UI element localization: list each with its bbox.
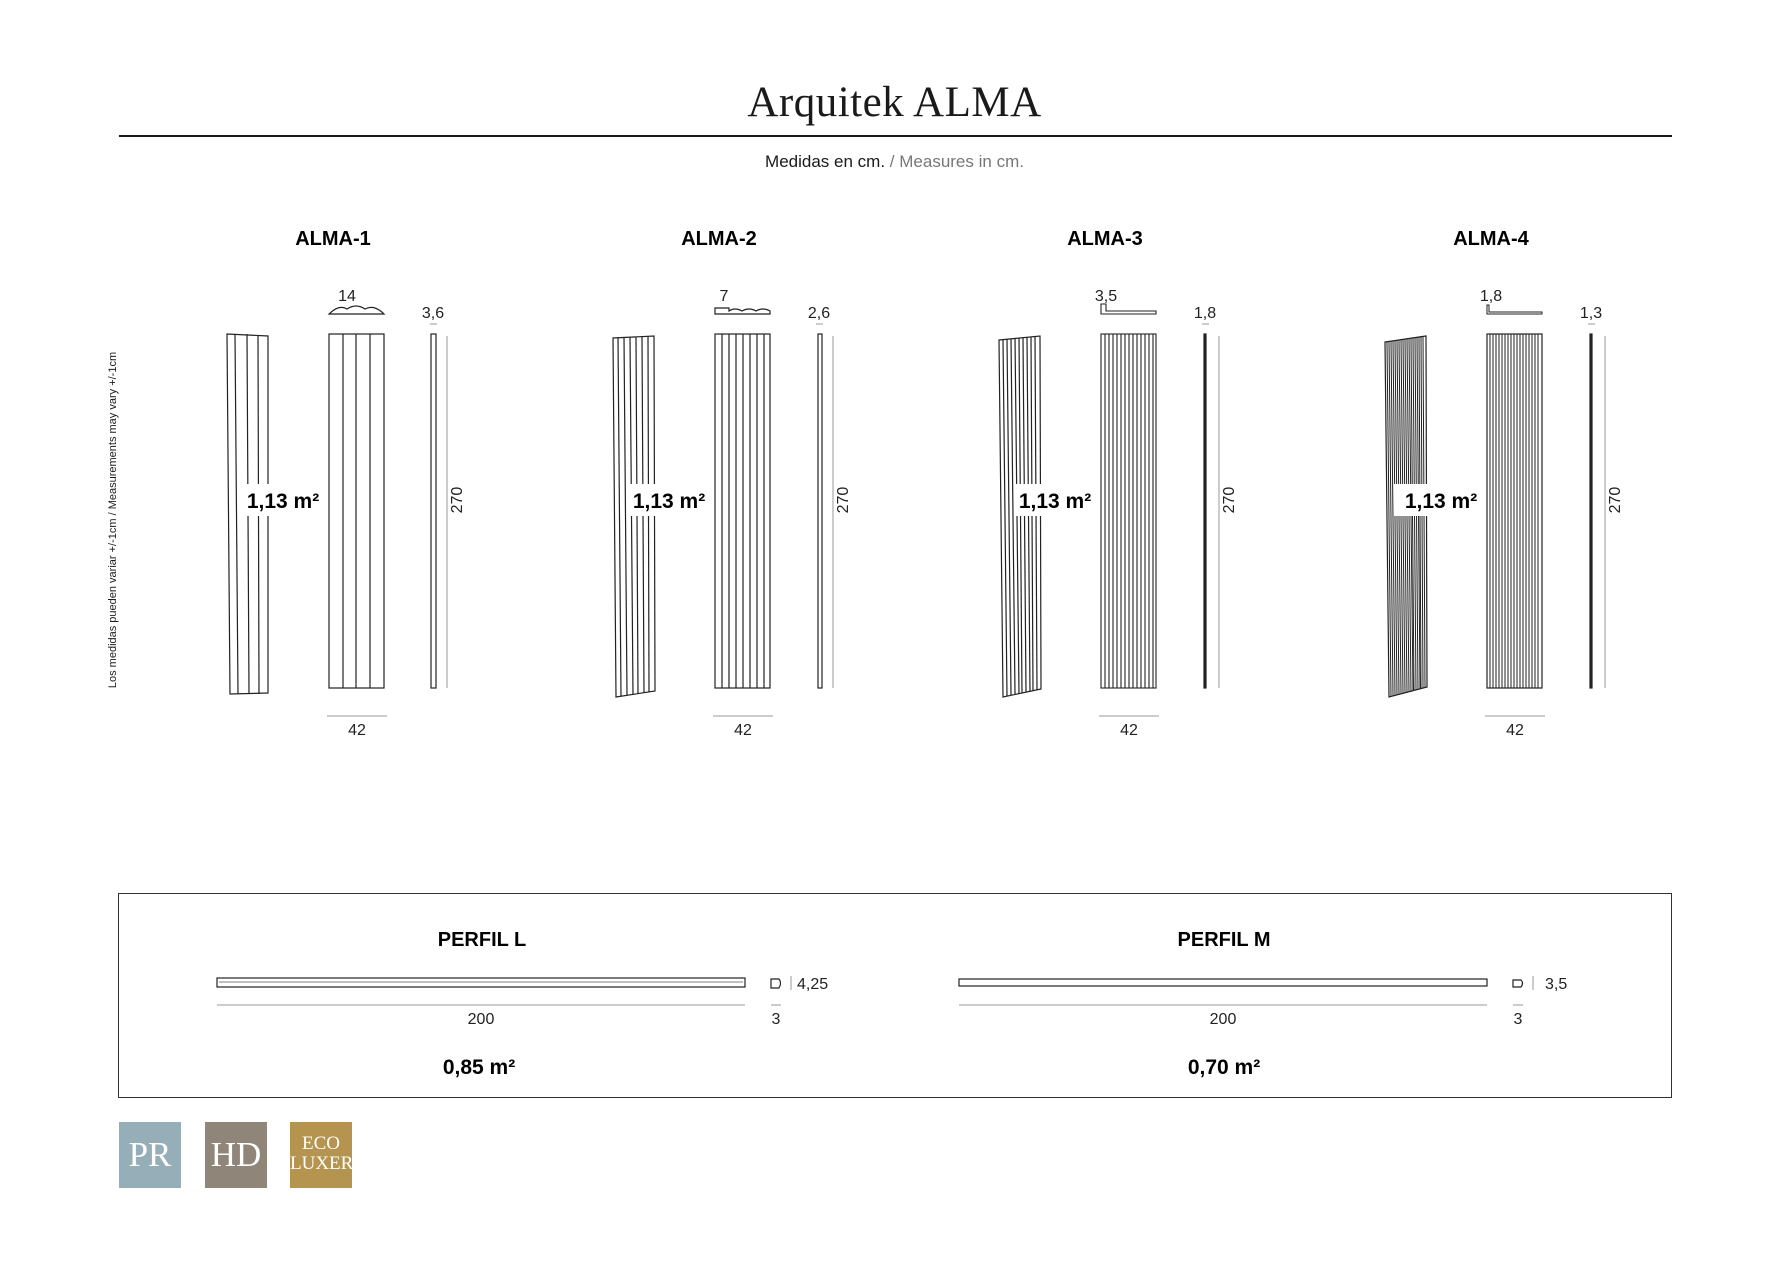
width-label: 42 <box>348 722 366 739</box>
area-label: 1,13 m² <box>1018 490 1092 513</box>
side-view <box>1588 324 1605 688</box>
front-view <box>1487 305 1542 688</box>
front-view <box>329 306 384 688</box>
panel-alma-1 <box>227 228 466 739</box>
height-label: 4,25 <box>797 976 829 993</box>
luxer-label: LUXER <box>290 1153 354 1174</box>
width-label: 42 <box>1506 722 1524 739</box>
eco-label: ECO <box>302 1133 340 1154</box>
profiles-frame <box>118 893 1672 1098</box>
depth-label: 3,6 <box>421 305 445 322</box>
front-view <box>715 308 770 688</box>
area-label: 0,85 m² <box>442 1056 516 1079</box>
perspective-view <box>999 336 1041 697</box>
module-width-label: 14 <box>338 288 356 305</box>
panel-title: ALMA-3 <box>1067 228 1143 250</box>
units-english: Measures in cm. <box>899 152 1024 171</box>
length-label: 200 <box>467 1011 495 1028</box>
side-view <box>816 324 833 688</box>
depth-label: 3 <box>1513 1011 1523 1028</box>
profile-title: PERFIL M <box>1177 929 1271 951</box>
side-view <box>1202 324 1219 688</box>
units-spanish: Medidas en cm. <box>765 152 886 171</box>
perspective-view <box>613 336 655 697</box>
side-view <box>430 324 447 688</box>
height-label: 270 <box>835 486 852 514</box>
depth-label: 3 <box>771 1011 781 1028</box>
module-width-label: 7 <box>719 288 729 305</box>
panel-title: ALMA-2 <box>681 228 757 250</box>
height-label: 270 <box>1221 486 1238 514</box>
width-label: 42 <box>1120 722 1138 739</box>
module-width-label: 1,8 <box>1479 288 1503 305</box>
panel-alma-4 <box>1385 228 1624 739</box>
eco-luxer-badge <box>290 1122 352 1188</box>
depth-label: 1,3 <box>1579 305 1603 322</box>
front-view <box>1101 304 1156 688</box>
height-label: 270 <box>449 486 466 514</box>
tolerance-note: Los medidas pueden variar +/-1cm / Measurements may vary +/-1cm <box>107 351 119 689</box>
panel-title: ALMA-4 <box>1453 228 1529 250</box>
width-label: 42 <box>734 722 752 739</box>
depth-label: 2,6 <box>807 305 831 322</box>
units-separator: / <box>889 152 895 171</box>
area-label: 1,13 m² <box>246 490 320 513</box>
panel-title: ALMA-1 <box>295 228 371 250</box>
height-label: 270 <box>1607 486 1624 514</box>
depth-label: 1,8 <box>1193 305 1217 322</box>
perspective-view <box>1385 336 1427 697</box>
area-label: 1,13 m² <box>632 490 706 513</box>
length-label: 200 <box>1209 1011 1237 1028</box>
pr-badge: PR <box>119 1122 181 1188</box>
area-label: 0,70 m² <box>1187 1056 1261 1079</box>
area-label: 1,13 m² <box>1404 490 1478 513</box>
module-width-label: 3,5 <box>1094 288 1118 305</box>
height-label: 3,5 <box>1545 976 1568 993</box>
page-title: Arquitek ALMA <box>747 79 1042 126</box>
hd-badge: HD <box>205 1122 267 1188</box>
panel-alma-3 <box>999 228 1238 739</box>
profile-title: PERFIL L <box>437 929 527 951</box>
panel-alma-2 <box>613 228 852 739</box>
